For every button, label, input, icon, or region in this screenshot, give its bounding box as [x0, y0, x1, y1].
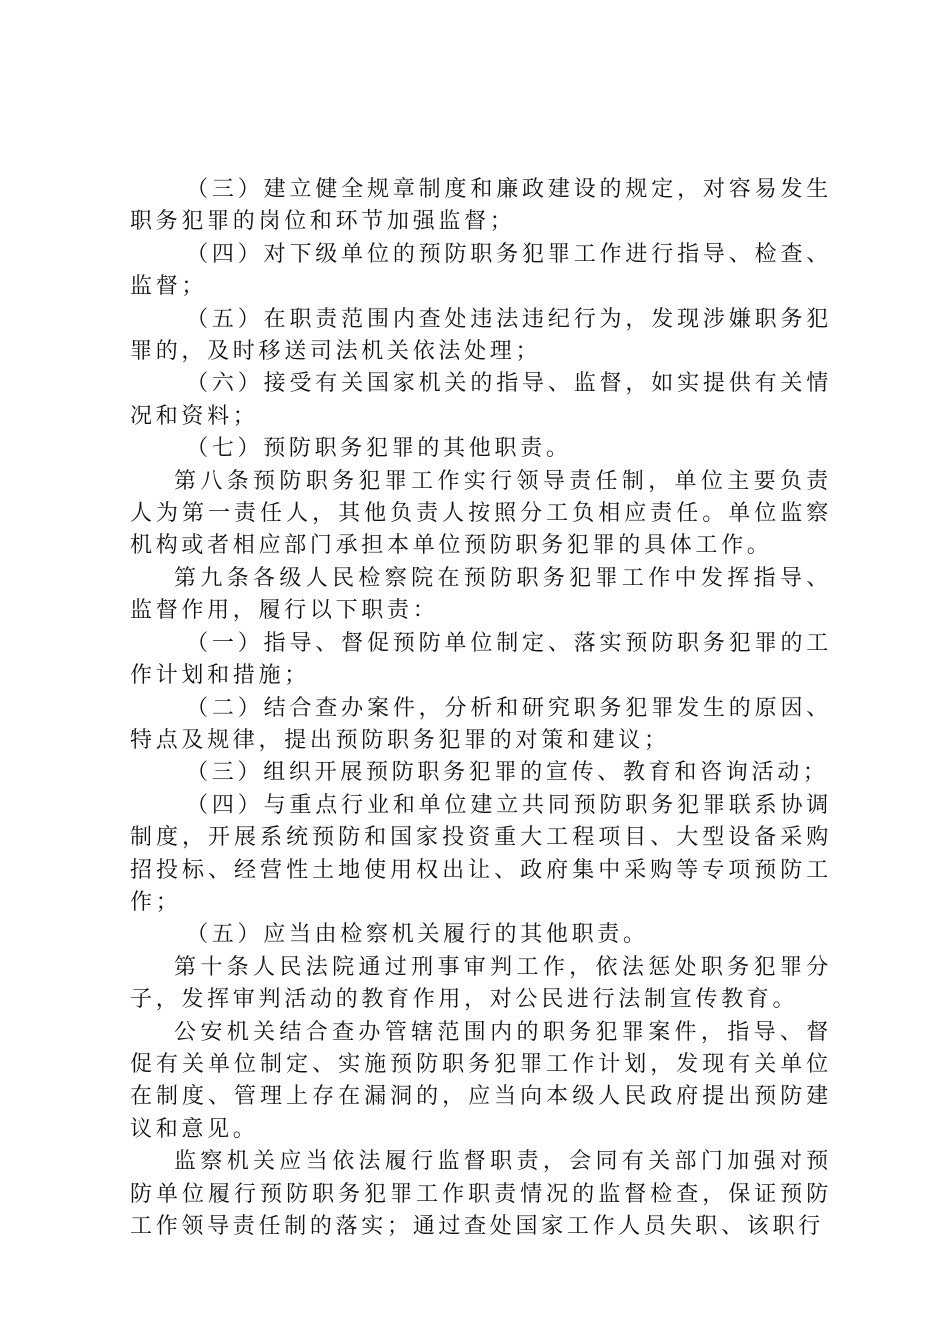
article-9-clause-2-paragraph: （二）结合查办案件，分析和研究职务犯罪发生的原因、特点及规律，提出预防职务犯罪的对策和建议； [130, 695, 832, 753]
clause-4-paragraph: （四）对下级单位的预防职务犯罪工作进行指导、检查、监督； [130, 241, 832, 300]
article-9-clause-4-paragraph: （四）与重点行业和单位建立共同预防职务犯罪联系协调制度，开展系统预防和国家投资重大工程项目、大型设备采购招投标、经营性土地使用权出让、政府集中采购等专项预防工作； [130, 792, 832, 915]
article-8-paragraph: 第八条预防职务犯罪工作实行领导责任制，单位主要负责人为第一责任人，其他负责人按照分工负相应责任。单位监察机构或者相应部门承担本单位预防职务犯罪的具体工作。 [130, 468, 832, 559]
clause-3-paragraph: （三）建立健全规章制度和廉政建设的规定，对容易发生职务犯罪的岗位和环节加强监督； [130, 177, 832, 235]
clause-7-paragraph: （七）预防职务犯罪的其他职责。 [186, 436, 572, 462]
article-9-clause-3-paragraph: （三）组织开展预防职务犯罪的宣传、教育和咨询活动； [186, 760, 829, 786]
clause-6-paragraph: （六）接受有关国家机关的指导、监督，如实提供有关情况和资料； [130, 371, 832, 429]
article-9-clause-5-paragraph: （五）应当由检察机关履行的其他职责。 [186, 922, 649, 948]
article-9-paragraph: 第九条各级人民检察院在预防职务犯罪工作中发挥指导、监督作用，履行以下职责： [130, 565, 832, 624]
article-10-paragraph: 第十条人民法院通过刑事审判工作，依法惩处职务犯罪分子，发挥审判活动的教育作用，对公民进行法制宣传教育。 [130, 954, 832, 1013]
document-body [130, 174, 832, 1243]
clause-5-paragraph: （五）在职责范围内查处违法违纪行为，发现涉嫌职务犯罪的，及时移送司法机关依法处理； [130, 306, 832, 365]
supervision-paragraph: 监察机关应当依法履行监督职责，会同有关部门加强对预防单位履行预防职务犯罪工作职责情况的监督检查，保证预防工作领导责任制的落实；通过查处国家工作人员失职、该职行 [130, 1149, 832, 1239]
article-9-clause-1-paragraph: （一）指导、督促预防单位制定、落实预防职务犯罪的工作计划和措施； [130, 630, 832, 689]
public-security-paragraph: 公安机关结合查办管辖范围内的职务犯罪案件，指导、督促有关单位制定、实施预防职务犯罪工作计划，发现有关单位在制度、管理上存在漏洞的，应当向本级人民政府提出预防建议和意见。 [130, 1019, 832, 1142]
